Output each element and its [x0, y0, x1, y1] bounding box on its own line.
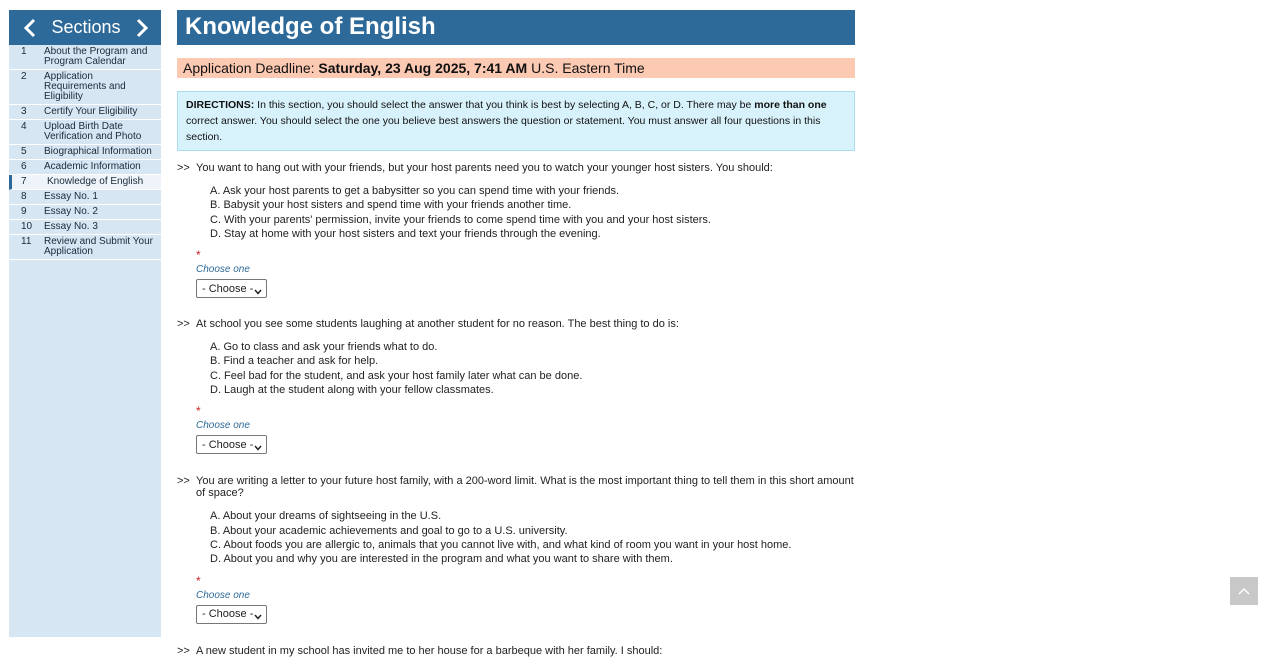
- sidebar-item-number: 10: [21, 221, 33, 232]
- directions-box: [177, 91, 855, 151]
- sidebar-item-label: Application Requirements and Eligibility: [44, 71, 126, 102]
- sidebar-item-certify[interactable]: [9, 105, 161, 120]
- sidebar-item-essay-1[interactable]: [9, 190, 161, 205]
- directions-text: In this section, you should select the answer that you think is best by selecting A, B, C, or D. There may be: [254, 99, 755, 111]
- choose-one-hint: Choose one: [196, 420, 250, 432]
- select-value: - Choose -: [202, 282, 254, 295]
- sidebar-item-label: Essay No. 3: [44, 221, 98, 232]
- question-4: [177, 645, 855, 657]
- question-marker: >>: [177, 644, 190, 657]
- sidebar-title: Sections: [51, 17, 121, 37]
- sidebar-item-academic[interactable]: [9, 160, 161, 175]
- sidebar-item-number: 7: [21, 176, 27, 187]
- question-3: [177, 475, 855, 623]
- sidebar-item-biographical[interactable]: [9, 145, 161, 160]
- option-a: A. Ask your host parents to get a babysitter so you can spend time with your friends.: [210, 185, 620, 197]
- sidebar-item-label: Essay No. 2: [44, 206, 98, 217]
- question-text: You want to hang out with your friends, but your host parents need you to watch your younger host sisters. You should:: [196, 162, 773, 174]
- sidebar-item-about-program[interactable]: [9, 45, 161, 70]
- option-b: B. Babysit your host sisters and spend time with your friends another time.: [210, 199, 572, 212]
- sidebar-item-number: 4: [21, 121, 27, 132]
- sidebar-item-number: 2: [21, 71, 27, 82]
- main-content: [177, 10, 855, 657]
- sidebar-item-number: 6: [21, 161, 27, 172]
- option-d: D. About you and why you are interested in the program and what you want to share with them.: [210, 553, 673, 566]
- question-marker: >>: [177, 475, 190, 488]
- deadline-suffix: U.S. Eastern Time: [527, 60, 645, 76]
- select-value: - Choose -: [202, 438, 254, 451]
- sidebar-item-number: 5: [21, 146, 27, 157]
- answer-select-1[interactable]: [196, 279, 267, 298]
- select-value: - Choose -: [202, 608, 254, 621]
- option-a: A. Go to class and ask your friends what to do.: [210, 341, 438, 354]
- required-asterisk: *: [196, 573, 201, 588]
- sidebar-list: [9, 45, 161, 260]
- sidebar-item-review-submit[interactable]: [9, 235, 161, 260]
- chevron-down-icon: [254, 442, 262, 448]
- option-b: B. Find a teacher and ask for help.: [210, 355, 379, 368]
- question-text: You are writing a letter to your future host family, with a 200-word limit. What is the most important thing to tell them in this short amount of space?: [196, 475, 854, 500]
- chevron-down-icon: [254, 611, 262, 617]
- sidebar-item-label: Review and Submit Your Application: [44, 236, 153, 257]
- answer-options: [177, 340, 855, 397]
- chevron-left-icon[interactable]: [23, 18, 37, 38]
- sidebar-header: [9, 10, 161, 45]
- answer-select-2[interactable]: [196, 435, 267, 454]
- sidebar-item-label: Upload Birth Date Verification and Photo: [44, 121, 142, 142]
- sidebar-item-number: 3: [21, 106, 27, 117]
- sidebar-item-label: Essay No. 1: [44, 191, 98, 202]
- sidebar-item-number: 1: [21, 46, 27, 57]
- option-a: A. About your dreams of sightseeing in the U.S.: [210, 510, 442, 523]
- page-title: Knowledge of English: [177, 10, 855, 45]
- sidebar-item-label: Knowledge of English: [47, 176, 144, 187]
- sidebar-item-upload[interactable]: [9, 120, 161, 145]
- answer-select-3[interactable]: [196, 605, 267, 624]
- required-asterisk: *: [196, 248, 201, 263]
- sidebar-item-number: 11: [21, 236, 32, 247]
- sidebar-item-label: About the Program and Program Calendar: [44, 46, 148, 67]
- choose-one-hint: Choose one: [196, 589, 250, 601]
- answer-options: [177, 509, 855, 566]
- answer-options: [177, 184, 855, 241]
- deadline-banner: [177, 58, 855, 78]
- question-text: A new student in my school has invited me to her house for a barbeque with her family. I should:: [196, 644, 663, 657]
- option-c: C. With your parents' permission, invite your friends to come spend time with you and your host sisters.: [210, 213, 711, 226]
- scroll-to-top-button[interactable]: [1230, 577, 1258, 605]
- sidebar-item-number: 8: [21, 191, 27, 202]
- option-c: C. Feel bad for the student, and ask your host family later what can be done.: [210, 369, 583, 382]
- sidebar-item-essay-3[interactable]: [9, 220, 161, 235]
- deadline-value: Saturday, 23 Aug 2025, 7:41 AM: [318, 60, 528, 76]
- sidebar-item-essay-2[interactable]: [9, 205, 161, 220]
- directions-text-end: correct answer. You should select the one you believe best answers the question or statement. You must answer all four questions in this section.: [186, 115, 821, 143]
- chevron-up-icon: [1238, 582, 1250, 600]
- sidebar-item-requirements[interactable]: [9, 70, 161, 105]
- sidebar-item-label: Biographical Information: [44, 146, 152, 157]
- option-b: B. About your academic achievements and goal to go to a U.S. university.: [210, 524, 568, 537]
- directions-emphasis: more than one: [754, 99, 827, 111]
- option-d: D. Stay at home with your host sisters and text your friends through the evening.: [210, 227, 601, 240]
- choose-one-hint: Choose one: [196, 264, 250, 276]
- deadline-prefix: Application Deadline:: [183, 60, 319, 76]
- question-marker: >>: [177, 162, 190, 174]
- question-1: [177, 162, 855, 298]
- directions-label: DIRECTIONS:: [186, 99, 255, 111]
- question-2: [177, 318, 855, 454]
- chevron-down-icon: [254, 286, 262, 292]
- sidebar-item-number: 9: [21, 206, 27, 217]
- chevron-right-icon[interactable]: [135, 18, 149, 38]
- sections-sidebar: [9, 10, 161, 637]
- question-marker: >>: [177, 318, 190, 331]
- required-asterisk: *: [196, 404, 201, 419]
- option-d: D. Laugh at the student along with your fellow classmates.: [210, 384, 494, 397]
- sidebar-item-label: Academic Information: [44, 161, 141, 172]
- question-text: At school you see some students laughing at another student for no reason. The best thing to do is:: [196, 318, 679, 331]
- sidebar-item-knowledge-english[interactable]: [9, 175, 161, 190]
- sidebar-item-label: Certify Your Eligibility: [44, 106, 138, 117]
- option-c: C. About foods you are allergic to, animals that you cannot live with, and what kind of room you want in your host home.: [210, 538, 792, 551]
